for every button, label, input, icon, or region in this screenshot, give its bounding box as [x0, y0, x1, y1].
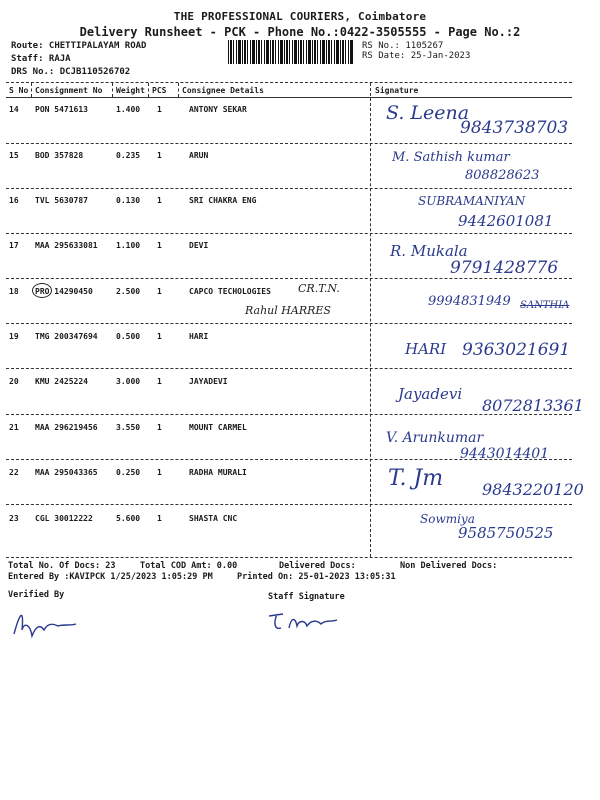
row-rule: [6, 368, 572, 369]
row-pcs: 1: [157, 196, 162, 205]
row-consignment-no: TVL 5630787: [35, 196, 88, 205]
row-pcs: 1: [157, 332, 162, 341]
handwritten-phone: 9791428776: [450, 258, 559, 278]
handwritten-phone: 808828623: [465, 168, 540, 183]
row-consignment-no: PRO 14290450: [35, 287, 93, 296]
col-header-signature: Signature: [375, 86, 419, 95]
total-docs: Total No. Of Docs: 23: [8, 561, 116, 571]
row-weight: 5.600: [116, 514, 141, 523]
row-consignment-no: TMG 200347694: [35, 332, 98, 341]
row-consignee: ARUN: [189, 151, 209, 160]
printed-on: Printed On: 25-01-2023 13:05:31: [237, 572, 396, 582]
staff-label: Staff: RAJA: [11, 54, 71, 64]
row-weight: 0.250: [116, 468, 141, 477]
staff-signature-label: Staff Signature: [268, 592, 345, 602]
row-weight: 0.235: [116, 151, 141, 160]
handwritten-note: CR.T.N.: [298, 282, 340, 295]
row-sno: 19: [9, 332, 19, 341]
row-pcs: 1: [157, 151, 162, 160]
row-sno: 17: [9, 241, 19, 250]
col-header-sno: S No: [9, 86, 29, 95]
row-rule: [6, 143, 572, 144]
row-consignee: CAPCO TECHOLOGIES: [189, 287, 271, 296]
row-consignee: HARI: [189, 332, 209, 341]
row-rule: [6, 233, 572, 234]
col-header-consignment: Consignment No: [35, 86, 103, 95]
row-consignee: RADHA MURALI: [189, 468, 247, 477]
handwritten-phone: 9843220120: [482, 480, 584, 499]
col-header-consignee: Consignee Details: [182, 86, 264, 95]
table-top-rule: [6, 82, 572, 83]
row-sno: 21: [9, 423, 19, 432]
drs-number: DRS No.: DCJB110526702: [11, 67, 131, 77]
col-header-weight: Weight: [116, 86, 145, 95]
entered-by: Entered By :KAVIPCK 1/25/2023 1:05:29 PM: [8, 572, 213, 582]
row-consignment-no: CGL 30012222: [35, 514, 93, 523]
verified-by-label: Verified By: [8, 590, 65, 600]
verifier-signature-scribble: [10, 602, 80, 642]
row-consignee: DEVI: [189, 241, 209, 250]
handwritten-phone: 9994831949: [428, 294, 511, 309]
row-consignment-no: MAA 295633081: [35, 241, 98, 250]
row-consignee: MOUNT CARMEL: [189, 423, 247, 432]
row-pcs: 1: [157, 377, 162, 386]
row-weight: 2.500: [116, 287, 141, 296]
row-consignment-no: PON 5471613: [35, 105, 88, 114]
row-sno: 22: [9, 468, 19, 477]
row-consignment-no: BOD 357828: [35, 151, 84, 160]
row-pcs: 1: [157, 105, 162, 114]
row-consignment-no: KMU 2425224: [35, 377, 88, 386]
row-rule: [6, 188, 572, 189]
company-heading: THE PROFESSIONAL COURIERS, Coimbatore: [173, 10, 427, 23]
signature-column-divider: [370, 83, 371, 557]
handwritten-phone: 9843738703: [460, 118, 569, 138]
non-delivered-docs: Non Delivered Docs:: [400, 561, 498, 571]
row-pcs: 1: [157, 514, 162, 523]
header-bottom-rule: [6, 97, 572, 98]
row-consignment-no: MAA 296219456: [35, 423, 98, 432]
row-sno: 15: [9, 151, 19, 160]
row-pcs: 1: [157, 423, 162, 432]
row-sno: 18: [9, 287, 19, 296]
handwritten-signature: T. Jm: [388, 466, 444, 491]
handwritten-phone: 8072813361: [482, 396, 584, 415]
handwritten-signature: M. Sathish kumar: [392, 150, 510, 165]
handwritten-phone: 9443014401: [460, 446, 550, 462]
barcode: [228, 40, 354, 64]
col-divider: [178, 83, 179, 97]
row-sno: 20: [9, 377, 19, 386]
staff-signature-scribble: [265, 606, 345, 636]
row-weight: 1.100: [116, 241, 141, 250]
runsheet-title: Delivery Runsheet - PCK - Phone No.:0422-3505555 - Page No.:2: [79, 25, 521, 39]
handwritten-phone: 9363021691: [462, 340, 571, 360]
col-divider: [148, 83, 149, 97]
row-pcs: 1: [157, 241, 162, 250]
delivered-docs: Delivered Docs:: [279, 561, 356, 571]
row-consignee: SHASTA CNC: [189, 514, 238, 523]
handwritten-signature: V. Arunkumar: [386, 430, 484, 446]
route-label: Route: CHETTIPALAYAM ROAD: [11, 41, 147, 51]
handwritten-note: Rahul HARRES: [245, 304, 331, 317]
table-bottom-rule: [6, 557, 572, 558]
row-weight: 0.500: [116, 332, 141, 341]
rs-date: RS Date: 25-Jan-2023: [362, 51, 471, 61]
row-weight: 3.550: [116, 423, 141, 432]
handwritten-signature: SUBRAMANIYAN: [418, 194, 526, 208]
handwritten-signature: SANTHIA: [520, 300, 570, 311]
handwritten-signature: Sowmiya: [420, 512, 475, 526]
col-divider: [31, 83, 32, 97]
row-consignee: ANTONY SEKAR: [189, 105, 247, 114]
row-weight: 0.130: [116, 196, 141, 205]
row-consignment-no: MAA 295043365: [35, 468, 98, 477]
row-weight: 1.400: [116, 105, 141, 114]
total-cod-amount: Total COD Amt: 0.00: [140, 561, 238, 571]
row-rule: [6, 504, 572, 505]
row-rule: [6, 323, 572, 324]
row-consignee: SRI CHAKRA ENG: [189, 196, 257, 205]
row-rule: [6, 278, 572, 279]
handwritten-signature: HARI: [405, 340, 447, 358]
row-weight: 3.000: [116, 377, 141, 386]
handwritten-phone: 9442601081: [458, 212, 554, 230]
row-consignee: JAYADEVI: [189, 377, 228, 386]
handwritten-signature: Jayadevi: [398, 385, 463, 403]
row-sno: 14: [9, 105, 19, 114]
handwritten-signature: S. Leena: [386, 102, 470, 124]
col-header-pcs: PCS: [152, 86, 167, 95]
row-pcs: 1: [157, 287, 162, 296]
handwritten-phone: 9585750525: [458, 524, 554, 542]
row-sno: 16: [9, 196, 19, 205]
row-sno: 23: [9, 514, 19, 523]
col-divider: [112, 83, 113, 97]
rs-number: RS No.: 1105267: [362, 41, 444, 51]
row-pcs: 1: [157, 468, 162, 477]
handwritten-signature: R. Mukala: [390, 242, 468, 260]
